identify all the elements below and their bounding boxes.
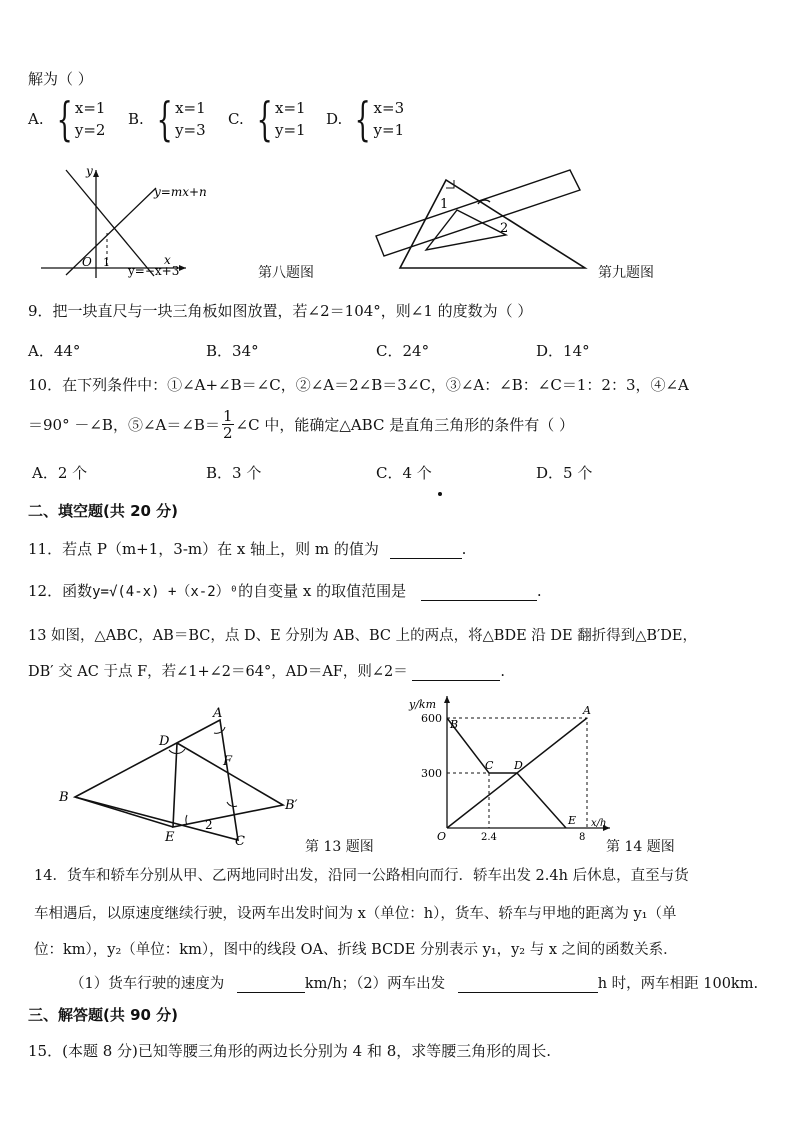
q10-line2-part-a: ＝90° －∠B，⑤∠A＝∠B＝: [28, 416, 220, 434]
q10-option-c: C．4 个: [376, 464, 432, 482]
option-b-eq1: x=1: [175, 99, 206, 117]
q14-line3: 位：km），y₂（单位：km），图中的线段 OA、折线 BCDE 分别表示 y₁，y₂ 与 x 之间的函数关系．: [34, 942, 678, 958]
fig13-label-bp: B′: [285, 798, 298, 813]
q10-frac-den: 2: [222, 424, 233, 442]
fig13-arc-a: [214, 727, 225, 733]
q14-subquestions: [70, 972, 758, 993]
q10-line2-part-b: ∠C 中，能确定△ABC 是直角三角形的条件有（ ）: [235, 416, 574, 434]
fig14-ytick-600: 600: [421, 712, 442, 725]
fig14-x-label: x/h: [591, 818, 607, 829]
fig8-caption: 第八题图: [258, 265, 314, 281]
fig9-triangle: [400, 180, 585, 268]
fig13-be: [75, 797, 173, 827]
option-a-eq2: y=2: [74, 121, 106, 139]
fig8-line-2: [66, 170, 154, 276]
option-d-eq1: x=3: [373, 99, 405, 117]
q13-line2: [28, 660, 505, 681]
q14-sub1-text: （1）货车行驶的速度为: [70, 976, 225, 992]
q10-line2: [28, 408, 574, 441]
fig8-line1-label: y=mx+n: [154, 185, 207, 199]
option-d-eq2: y=1: [373, 121, 405, 139]
brace-icon: {: [256, 92, 273, 146]
q10-fraction: [222, 408, 234, 441]
fig14-point-b: B: [450, 718, 459, 731]
q9-option-c: C．24°: [376, 342, 430, 360]
option-d: [326, 92, 405, 146]
q14-line2: 车相遇后，以原速度继续行驶，设两车出发时间为 x（单位：h），货车、轿车与甲地的距离为 y₁（单: [34, 906, 677, 922]
q9-option-b: B．34°: [206, 342, 259, 360]
fig14-ticks: [421, 712, 585, 843]
fig14-origin: O: [437, 830, 447, 843]
fig14-point-labels: [449, 704, 591, 827]
fig9-angle1: 1: [440, 197, 449, 212]
fig13-arc-e: [186, 815, 187, 825]
fig9-ruler: [376, 170, 580, 256]
q12-suffix: 的自变量 x 的取值范围是: [238, 582, 407, 600]
fig8-x-label: x: [164, 253, 171, 267]
q13-line2-text: DB′ 交 AC 于点 F，若∠1+∠2＝64°，AD＝AF，则∠2＝: [28, 664, 408, 680]
fig14-point-d: D: [514, 759, 523, 772]
fig14-point-e: E: [568, 814, 577, 827]
q14-line1: 14．货车和轿车分别从甲、乙两地同时出发，沿同一公路相向而行．轿车出发 2.4h 后休息，直至与货: [34, 868, 689, 884]
q11-end: .: [461, 540, 467, 558]
option-a-letter: A.: [28, 110, 44, 128]
figure-8: [36, 160, 266, 280]
figure-13: [55, 705, 315, 850]
fig14-xtick-2-4: 2.4: [481, 832, 497, 843]
fig14-ytick-300: 300: [421, 767, 442, 780]
fig13-label-f: F: [223, 754, 233, 769]
fig13-label-a: A: [213, 706, 223, 721]
q11-answer-blank[interactable]: [390, 542, 462, 559]
q13-line1: 13 如图，△ABC，AB＝BC，点 D、E 分别为 AB、BC 上的两点，将△BDE 沿 DE 翻折得到△B′DE，: [28, 628, 698, 644]
q12-formula: y=√(4-x) +（x-2）⁰: [92, 584, 239, 600]
fig8-x-arrow: [179, 265, 186, 271]
q10-frac-num: 1: [222, 407, 233, 425]
section-3-title: 三、解答题(共 90 分): [28, 1006, 179, 1024]
fig13-caption: 第 13 题图: [305, 839, 374, 855]
q12-end: .: [536, 582, 542, 600]
q12-prefix: 12．函数: [28, 582, 93, 600]
q9-stem: 9．把一块直尺与一块三角板如图放置，若∠2＝104°，则∠1 的度数为（ ）: [28, 302, 533, 320]
fig14-caption: 第 14 题图: [606, 839, 675, 855]
option-c-eq1: x=1: [275, 99, 306, 117]
fig14-point-c: C: [485, 759, 494, 772]
option-a-eq1: x=1: [74, 99, 106, 117]
q9-option-a: A．44°: [28, 342, 81, 360]
section-2-title: 二、填空题(共 20 分): [28, 502, 179, 520]
fig13-label-b: B: [59, 790, 69, 805]
option-b-letter: B.: [128, 110, 144, 128]
option-d-letter: D.: [326, 110, 343, 128]
prev-question-stem: 解为（ ）: [28, 70, 93, 88]
q14-answer-blank-2[interactable]: [458, 976, 598, 993]
q13-answer-blank[interactable]: [412, 664, 500, 681]
fig9-inner-triangle: [426, 210, 509, 250]
option-b-eq2: y=3: [175, 121, 206, 139]
q9-option-d: D．14°: [536, 342, 590, 360]
q11: [28, 538, 466, 559]
fig14-series-bcde: [447, 718, 566, 828]
q10-option-d: D．5 个: [536, 464, 593, 482]
option-c-eq2: y=1: [275, 121, 306, 139]
q13-end: .: [500, 664, 505, 680]
fig14-xtick-8: 8: [579, 832, 586, 843]
q12: [28, 580, 542, 601]
q14-sub1-unit: km/h；（2）两车出发: [304, 976, 446, 992]
option-c-letter: C.: [228, 110, 244, 128]
brace-icon: {: [156, 92, 173, 146]
fig8-y-arrow: [93, 170, 99, 177]
q15: 15．(本题 8 分)已知等腰三角形的两边长分别为 4 和 8，求等腰三角形的周长.: [28, 1042, 552, 1060]
fig8-line2-label: y=−x+3: [128, 264, 180, 278]
fig13-label-c: C: [235, 834, 245, 849]
option-a: [28, 92, 106, 146]
fig8-y-label: y: [86, 164, 93, 178]
fig13-angle-2: 2: [205, 818, 213, 832]
fig9-caption: 第九题图: [598, 265, 654, 281]
q11-text: 11．若点 P（m+1，3-m）在 x 轴上，则 m 的值为: [28, 540, 379, 558]
fig13-label-d: D: [159, 734, 170, 749]
q10-option-b: B．3 个: [206, 464, 262, 482]
fig8-tick: 1: [103, 256, 110, 269]
option-b: [128, 92, 206, 146]
q10-line1: 10．在下列条件中：①∠A+∠B＝∠C，②∠A＝2∠B＝3∠C，③∠A：∠B：∠C＝1：2：3，④∠A: [28, 376, 689, 394]
fig13-label-e: E: [165, 830, 175, 845]
fig14-y-arrow: [444, 696, 450, 703]
q12-answer-blank[interactable]: [421, 584, 537, 601]
q14-answer-blank-1[interactable]: [237, 976, 305, 993]
q10-option-a: A．2 个: [32, 464, 88, 482]
brace-icon: {: [354, 92, 371, 146]
stray-dot: [438, 492, 442, 496]
option-c: [228, 92, 306, 146]
q14-sub2-unit: h 时，两车相距 100km.: [597, 976, 759, 992]
fig9-angle2: 2: [500, 221, 509, 236]
fig14-y-label: y/km: [409, 698, 437, 711]
figure-9: [370, 160, 600, 275]
figure-14-chart: [405, 690, 620, 850]
brace-icon: {: [56, 92, 73, 146]
fig14-point-a: A: [583, 704, 591, 717]
fig8-origin: O: [82, 255, 92, 269]
